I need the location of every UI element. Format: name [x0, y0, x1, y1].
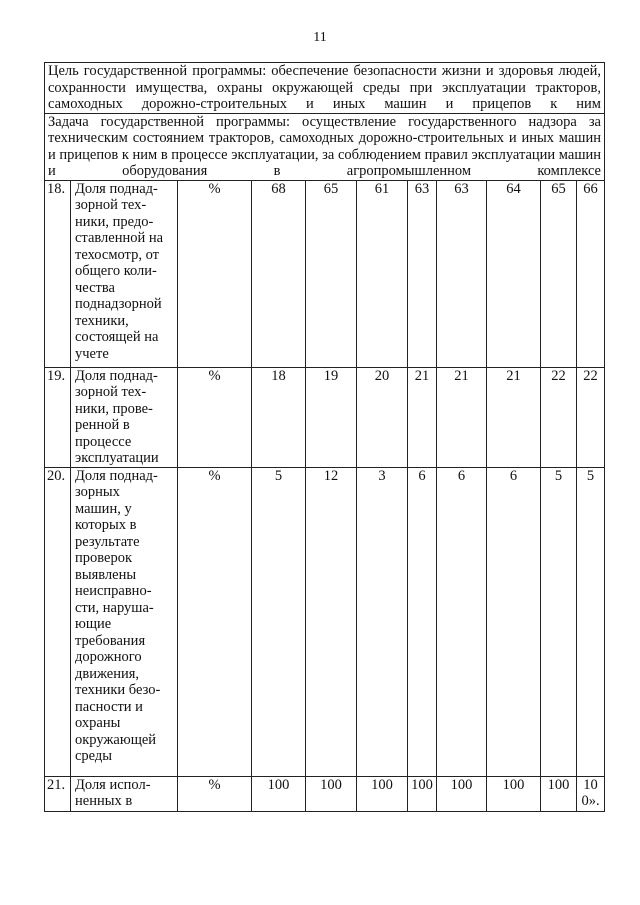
value-cell: 5	[577, 467, 605, 776]
task-row	[45, 113, 605, 180]
indicator-name: Доля испол- ненных в	[71, 776, 178, 811]
value-cell: 100	[357, 776, 408, 811]
value-cell: 66	[577, 180, 605, 367]
value-cell: 3	[357, 467, 408, 776]
value-cell: 5	[252, 467, 306, 776]
value-cell: 10 0».	[577, 776, 605, 811]
value-cell: 100	[408, 776, 437, 811]
value-cell: 65	[541, 180, 577, 367]
value-cell: 22	[577, 367, 605, 467]
value-cell: 100	[437, 776, 487, 811]
table-row	[45, 467, 605, 776]
value-cell: 63	[437, 180, 487, 367]
value-cell: 5	[541, 467, 577, 776]
value-cell: 21	[487, 367, 541, 467]
table-row	[45, 776, 605, 811]
unit-cell: %	[178, 180, 252, 367]
value-cell: 61	[357, 180, 408, 367]
indicator-name: Доля поднад- зорной тех- ники, предо- ставленной на техосмотр, от общего коли- чества поднадзорной техники, состоящей на учете	[71, 180, 178, 367]
unit-cell: %	[178, 467, 252, 776]
value-cell: 20	[357, 367, 408, 467]
value-cell: 100	[252, 776, 306, 811]
task-cell: Задача государственной программы: осуществление государственного надзора за техническим состоянием тракторов, самоходных дорожно-строительных и иных машин и прицепов к ним в процессе эксплуатации, за соблюдением правил эксплуатации машин и оборудования в агропромышленном комплексе	[45, 113, 605, 180]
indicator-name: Доля поднад- зорной тех- ники, прове- ренной в процессе эксплуатации	[71, 367, 178, 467]
value-cell: 64	[487, 180, 541, 367]
value-cell: 18	[252, 367, 306, 467]
goal-row	[45, 63, 605, 114]
indicators-table	[44, 62, 605, 812]
value-cell: 19	[306, 367, 357, 467]
value-cell: 21	[408, 367, 437, 467]
value-cell: 65	[306, 180, 357, 367]
row-number: 19.	[45, 367, 71, 467]
goal-cell: Цель государственной программы: обеспечение безопасности жизни и здоровья людей, сохранности имущества, охраны окружающей среды при эксплуатации тракторов, самоходных дорожно-строительных и иных машин и прицепов к ним	[45, 63, 605, 114]
row-number: 21.	[45, 776, 71, 811]
value-cell: 63	[408, 180, 437, 367]
table-row	[45, 367, 605, 467]
value-cell: 6	[437, 467, 487, 776]
value-cell: 22	[541, 367, 577, 467]
value-cell: 100	[541, 776, 577, 811]
value-cell: 12	[306, 467, 357, 776]
table-row	[45, 180, 605, 367]
value-cell: 68	[252, 180, 306, 367]
unit-cell: %	[178, 776, 252, 811]
value-cell: 6	[487, 467, 541, 776]
value-cell: 21	[437, 367, 487, 467]
page-number: 11	[313, 30, 327, 45]
row-number: 20.	[45, 467, 71, 776]
value-cell: 100	[306, 776, 357, 811]
value-cell: 6	[408, 467, 437, 776]
unit-cell: %	[178, 367, 252, 467]
row-number: 18.	[45, 180, 71, 367]
indicator-name: Доля поднад- зорных машин, у которых в результате проверок выявлены неисправно- сти, наруша- ющие требования дорожного движения, техники безо- пасности и охраны окружающей среды	[71, 467, 178, 776]
value-cell: 100	[487, 776, 541, 811]
